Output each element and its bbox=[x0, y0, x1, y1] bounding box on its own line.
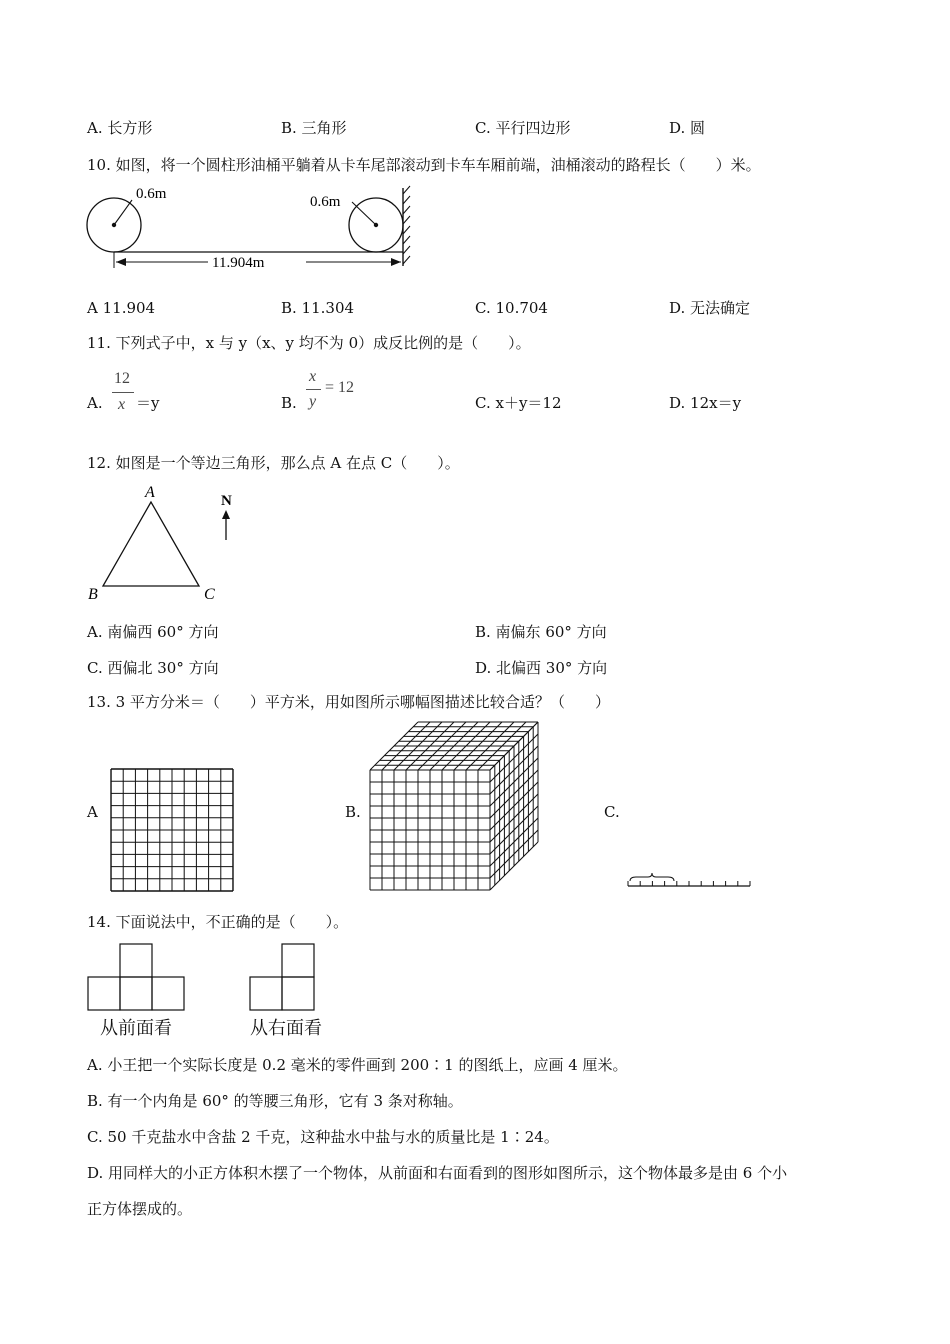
point-a-label: A bbox=[145, 484, 155, 501]
q9-option-b: B. 三角形 bbox=[281, 119, 347, 137]
q12-option-c: C. 西偏北 30° 方向 bbox=[87, 659, 219, 677]
q10-option-d: D. 无法确定 bbox=[669, 299, 751, 317]
q9-option-a: A. 长方形 bbox=[87, 119, 153, 137]
q14-right-view-caption: 从右面看 bbox=[250, 1018, 322, 1039]
q13-question: 13. 3 平方分米＝（ ）平方米，用如图所示哪幅图描述比较合适？（ ） bbox=[87, 693, 610, 711]
q14-question: 14. 下面说法中，不正确的是（ ）。 bbox=[87, 913, 349, 931]
q11-a-denominator: x bbox=[118, 396, 126, 413]
q14-option-a: A. 小王把一个实际长度是 0.2 毫米的零件画到 200∶1 的图纸上，应画 4 厘米。 bbox=[87, 1056, 628, 1074]
q11-option-c: C. x＋y＝12 bbox=[475, 394, 562, 412]
north-arrow-icon bbox=[222, 510, 230, 519]
q12-question: 12. 如图是一个等边三角形，那么点 A 在点 C（ ）。 bbox=[87, 454, 460, 472]
q14-option-b: B. 有一个内角是 60° 的等腰三角形，它有 3 条对称轴。 bbox=[87, 1092, 463, 1110]
q13-grid-square bbox=[110, 768, 234, 892]
point-b-label: B bbox=[88, 586, 98, 603]
q13-ruler-line bbox=[626, 872, 754, 892]
q14-right-view bbox=[249, 943, 319, 1013]
q14-option-d: D. 用同样大的小正方体积木摆了一个物体，从前面和右面看到的图形如图所示，这个物体最多是由 6 个小 bbox=[87, 1164, 788, 1182]
q13-grid-cube bbox=[368, 718, 548, 894]
q10-option-a: A 11.904 bbox=[87, 299, 156, 317]
q11-b-rest: = 12 bbox=[325, 379, 355, 396]
q12-triangle-diagram bbox=[80, 480, 250, 605]
q14-option-d-continued: 正方体摆成的。 bbox=[87, 1200, 193, 1218]
q14-front-view bbox=[87, 943, 189, 1013]
q11-a-numerator: 12 bbox=[114, 370, 130, 387]
left-radius-label: 0.6m bbox=[136, 186, 167, 202]
q10-option-c: C. 10.704 bbox=[475, 299, 548, 317]
q12-option-d: D. 北偏西 30° 方向 bbox=[475, 659, 608, 677]
q11-a-rest: ＝y bbox=[136, 394, 160, 412]
q10-option-b: B. 11.304 bbox=[281, 299, 355, 317]
q11-question: 11. 下列式子中，x 与 y（x、y 均不为 0）成反比例的是（ ）。 bbox=[87, 334, 531, 352]
q11-a-fraction-bar bbox=[112, 392, 134, 393]
q13-label-a: A bbox=[87, 803, 98, 821]
q9-option-d: D. 圆 bbox=[669, 119, 706, 137]
q14-option-c: C. 50 千克盐水中含盐 2 千克，这种盐水中盐与水的质量比是 1∶24。 bbox=[87, 1128, 559, 1146]
q12-option-a: A. 南偏西 60° 方向 bbox=[87, 623, 219, 641]
q11-b-denominator: y bbox=[309, 393, 317, 410]
point-c-label: C bbox=[204, 586, 215, 603]
q14-front-view-caption: 从前面看 bbox=[100, 1018, 172, 1039]
equilateral-triangle bbox=[103, 502, 199, 586]
q11-b-fraction-bar bbox=[306, 389, 321, 390]
q13-label-b: B. bbox=[345, 803, 361, 821]
q11-option-b-label: B. bbox=[281, 394, 297, 412]
q11-option-d: D. 12x＝y bbox=[669, 394, 742, 412]
q11-b-numerator: x bbox=[309, 368, 317, 385]
q13-label-c: C. bbox=[604, 803, 620, 821]
q10-question: 10. 如图，将一个圆柱形油桶平躺着从卡车尾部滚动到卡车车厢前端，油桶滚动的路程长（ ）米。 bbox=[87, 156, 761, 174]
north-label: N bbox=[221, 493, 232, 509]
distance-label: 11.904m bbox=[212, 255, 265, 271]
right-radius-label: 0.6m bbox=[310, 194, 341, 210]
q12-option-b: B. 南偏东 60° 方向 bbox=[475, 623, 607, 641]
q10-barrel-diagram bbox=[80, 180, 420, 275]
q9-option-c: C. 平行四边形 bbox=[475, 119, 571, 137]
q11-option-a-label: A. bbox=[87, 394, 103, 412]
